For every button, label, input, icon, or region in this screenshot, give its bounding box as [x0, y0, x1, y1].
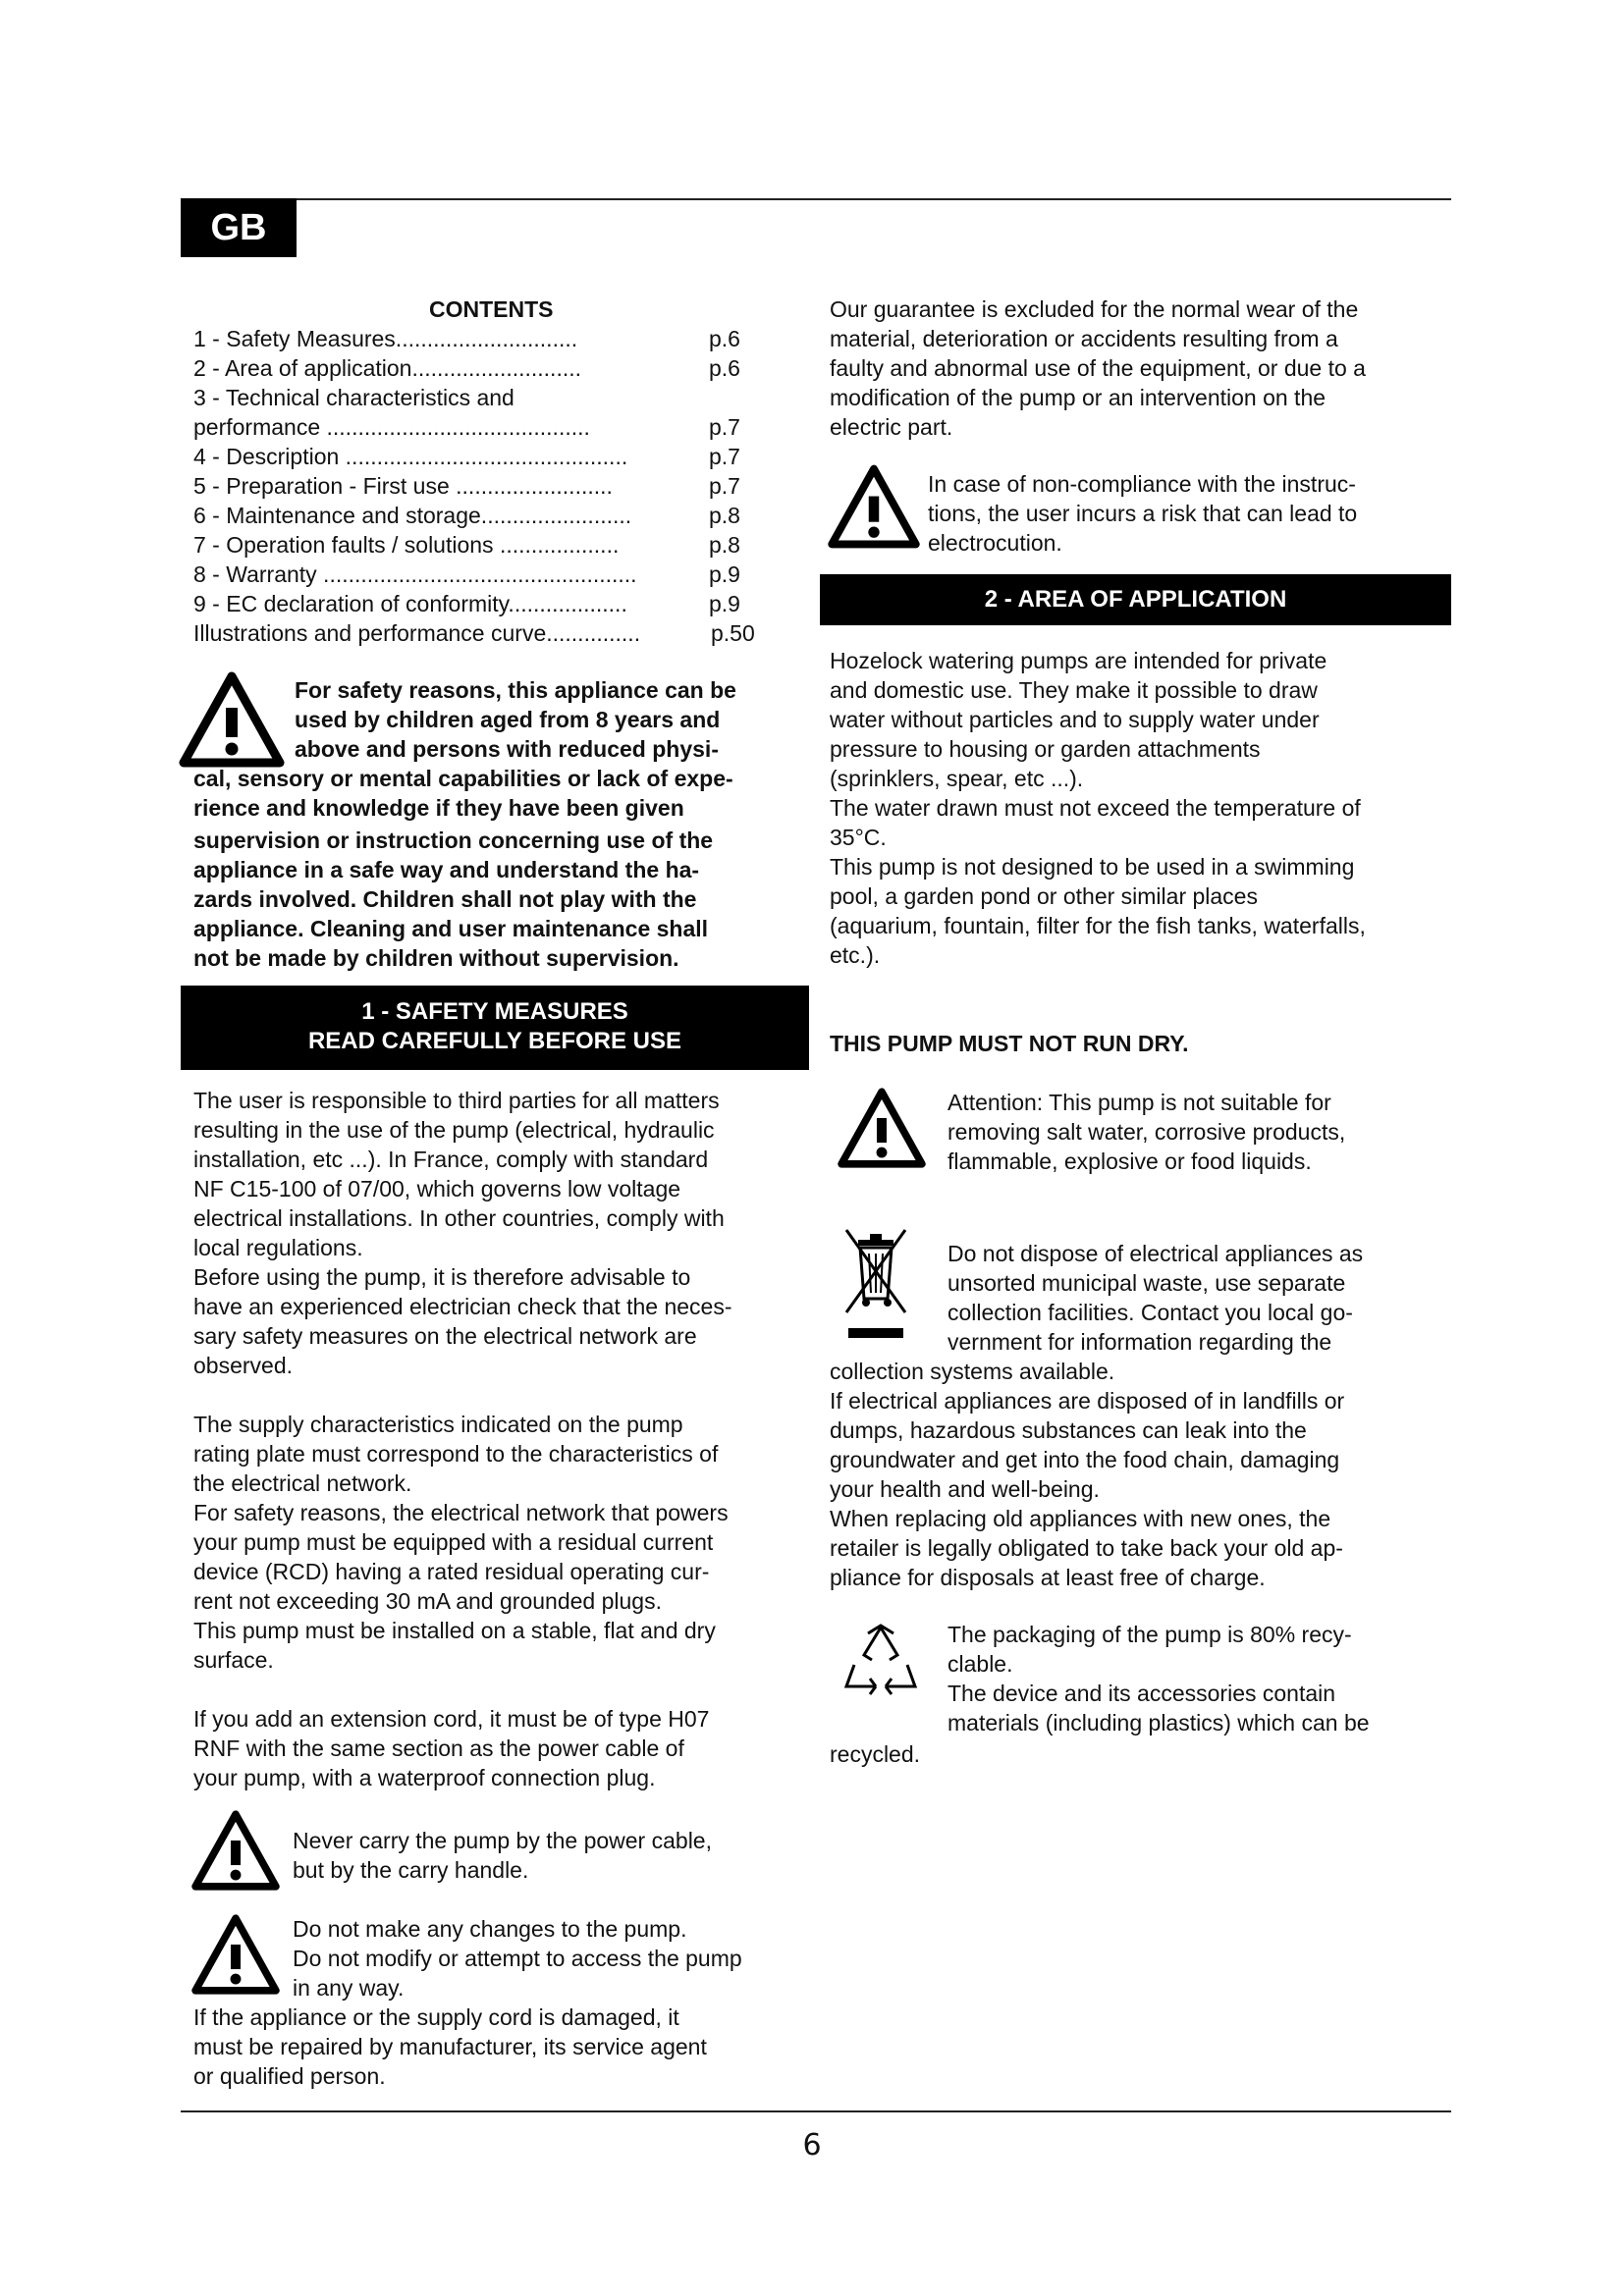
warning-text-line: used by children aged from 8 years and	[295, 707, 721, 732]
body-text-line: your pump, with a waterproof connection plug.	[193, 1765, 656, 1790]
dry-run-heading: THIS PUMP MUST NOT RUN DRY.	[830, 1031, 1189, 1056]
recycle-text-line: materials (including plastics) which can be	[947, 1710, 1370, 1735]
contents-title: CONTENTS	[429, 296, 554, 322]
body-text-line: sary safety measures on the electrical network are	[193, 1323, 697, 1349]
body-text-line: surface.	[193, 1647, 274, 1673]
warning-text-line: tions, the user incurs a risk that can lead to	[928, 501, 1358, 526]
toc-entry-label: 9 - EC declaration of conformity...................	[193, 591, 627, 616]
warning-text-line: Do not make any changes to the pump.	[293, 1916, 687, 1942]
body-text-line: The water drawn must not exceed the temperature of	[830, 795, 1361, 821]
warning-text-line: appliance. Cleaning and user maintenance shall	[193, 916, 709, 941]
warning-triangle-icon	[190, 1910, 281, 1999]
warning-triangle-icon	[190, 1806, 281, 1895]
body-text-line: The supply characteristics indicated on the pump	[193, 1412, 683, 1437]
warning-text-line: electrocution.	[928, 530, 1062, 556]
recycle-text-line: recycled.	[830, 1741, 921, 1767]
body-text-line: Hozelock watering pumps are intended for private	[830, 648, 1327, 673]
toc-entry-label: 3 - Technical characteristics and	[193, 385, 514, 410]
body-text-line: If the appliance or the supply cord is damaged, it	[193, 2004, 679, 2030]
toc-entry-label: 1 - Safety Measures.............................	[193, 326, 578, 351]
toc-entry-page: p.7	[709, 473, 740, 499]
recycle-text-line: clable.	[947, 1651, 1013, 1677]
section2-title	[820, 574, 1451, 625]
weee-text-line: Do not dispose of electrical appliances as	[947, 1241, 1364, 1266]
body-text-line: or qualified person.	[193, 2063, 386, 2089]
warning-triangle-icon	[827, 461, 921, 552]
body-text-line: and domestic use. They make it possible to draw	[830, 677, 1318, 703]
warning-text-line: zards involved. Children shall not play with the	[193, 886, 697, 912]
toc-entry-page: p.9	[709, 561, 740, 587]
weee-text-line: When replacing old appliances with new ones, the	[830, 1506, 1331, 1531]
body-text-line: water without particles and to supply water under	[830, 707, 1320, 732]
toc-entry-label: 8 - Warranty ..................................................	[193, 561, 637, 587]
body-text-line: 35°C.	[830, 825, 887, 850]
warning-text-line: supervision or instruction concerning use of the	[193, 828, 714, 853]
toc-entry-label: 5 - Preparation - First use .........................	[193, 473, 613, 499]
toc-entry-label: 4 - Description .............................................	[193, 444, 628, 469]
body-text-line: For safety reasons, the electrical network that powers	[193, 1500, 729, 1525]
body-text-line: (aquarium, fountain, filter for the fish tanks, waterfalls,	[830, 913, 1366, 938]
warning-triangle-icon	[178, 670, 286, 769]
warning-text-line: Never carry the pump by the power cable,	[293, 1828, 712, 1853]
section1-title-line1: 1 - SAFETY MEASURES	[361, 998, 628, 1025]
body-text-line: observed.	[193, 1353, 294, 1378]
body-text-line: This pump must be installed on a stable, flat and dry	[193, 1618, 716, 1643]
toc-entry-label: 2 - Area of application...........................	[193, 355, 582, 381]
body-text-line: RNF with the same section as the power cable of	[193, 1735, 684, 1761]
warning-triangle-icon	[837, 1084, 927, 1172]
warning-text-line: Do not modify or attempt to access the pump	[293, 1946, 742, 1971]
body-text-line: pool, a garden pond or other similar places	[830, 883, 1258, 909]
body-text-line: local regulations.	[193, 1235, 363, 1260]
warning-text-line: removing salt water, corrosive products,	[947, 1119, 1346, 1145]
body-text-line: The user is responsible to third parties for all matters	[193, 1088, 720, 1113]
toc-entry-page: p.6	[709, 326, 740, 351]
warning-text-line: but by the carry handle.	[293, 1857, 529, 1883]
section1-title	[181, 986, 809, 1070]
warning-text-line: In case of non-compliance with the instruc-	[928, 471, 1356, 497]
recycle-icon	[837, 1618, 925, 1706]
weee-text-line: collection systems available.	[830, 1359, 1115, 1384]
toc-entry-page: p.8	[709, 532, 740, 558]
warning-text-line: For safety reasons, this appliance can be	[295, 677, 736, 703]
body-text-line: Our guarantee is excluded for the normal wear of the	[830, 296, 1359, 322]
body-text-line: device (RCD) having a rated residual operating cur-	[193, 1559, 710, 1584]
warning-text-line: cal, sensory or mental capabilities or lack of expe-	[193, 766, 733, 791]
warning-text-line: not be made by children without supervision.	[193, 945, 679, 971]
body-text-line: pressure to housing or garden attachments	[830, 736, 1261, 762]
page-number: 6	[802, 2128, 822, 2163]
body-text-line: If you add an extension cord, it must be of type H07	[193, 1706, 710, 1732]
body-text-line: rent not exceeding 30 mA and grounded plugs.	[193, 1588, 662, 1614]
toc-entry-page: p.50	[711, 620, 755, 646]
toc-entry-page: p.7	[709, 414, 740, 440]
warning-text-line: Attention: This pump is not suitable for	[947, 1090, 1331, 1115]
toc-entry-label: Illustrations and performance curve...............	[193, 620, 641, 646]
toc-entry-label: 6 - Maintenance and storage........................	[193, 503, 632, 528]
footer-rule	[181, 2110, 1451, 2112]
warning-text-line: above and persons with reduced physi-	[295, 736, 719, 762]
body-text-line: This pump is not designed to be used in a swimming	[830, 854, 1355, 880]
body-text-line: electric part.	[830, 414, 953, 440]
weee-text-line: dumps, hazardous substances can leak into the	[830, 1417, 1307, 1443]
weee-text-line: pliance for disposals at least free of charge.	[830, 1565, 1266, 1590]
body-text-line: your pump must be equipped with a residual current	[193, 1529, 714, 1555]
body-text-line: the electrical network.	[193, 1470, 412, 1496]
section2-title-text: 2 - AREA OF APPLICATION	[984, 586, 1287, 613]
body-text-line: modification of the pump or an intervention on the	[830, 385, 1326, 410]
language-badge: GB	[181, 198, 297, 257]
recycle-text-line: The device and its accessories contain	[947, 1681, 1336, 1706]
header-rule	[181, 198, 1451, 200]
weee-text-line: groundwater and get into the food chain, damaging	[830, 1447, 1340, 1472]
warning-text-line: in any way.	[293, 1975, 405, 2001]
body-text-line: faulty and abnormal use of the equipment, or due to a	[830, 355, 1366, 381]
body-text-line: electrical installations. In other countries, comply with	[193, 1205, 725, 1231]
body-text-line: etc.).	[830, 942, 881, 968]
warning-text-line: rience and knowledge if they have been given	[193, 795, 684, 821]
weee-text-line: retailer is legally obligated to take back your old ap-	[830, 1535, 1343, 1561]
body-text-line: material, deterioration or accidents resulting from a	[830, 326, 1338, 351]
toc-entry-page: p.8	[709, 503, 740, 528]
weee-text-line: your health and well-being.	[830, 1476, 1100, 1502]
body-text-line: Before using the pump, it is therefore advisable to	[193, 1264, 691, 1290]
warning-text-line: flammable, explosive or food liquids.	[947, 1148, 1312, 1174]
toc-entry-page: p.7	[709, 444, 740, 469]
body-text-line: installation, etc ...). In France, comply with standard	[193, 1147, 709, 1172]
toc-entry-page: p.9	[709, 591, 740, 616]
body-text-line: NF C15-100 of 07/00, which governs low voltage	[193, 1176, 681, 1201]
weee-text-line: If electrical appliances are disposed of in landfills or	[830, 1388, 1345, 1414]
body-text-line: resulting in the use of the pump (electrical, hydraulic	[193, 1117, 715, 1143]
weee-text-line: unsorted municipal waste, use separate	[947, 1270, 1346, 1296]
body-text-line: must be repaired by manufacturer, its service agent	[193, 2034, 707, 2059]
body-text-line: rating plate must correspond to the characteristics of	[193, 1441, 719, 1467]
toc-entry-label: 7 - Operation faults / solutions ...................	[193, 532, 620, 558]
section1-title-line2: READ CAREFULLY BEFORE USE	[307, 1028, 682, 1054]
weee-text-line: vernment for information regarding the	[947, 1329, 1332, 1355]
warning-text-line: appliance in a safe way and understand the ha-	[193, 857, 700, 882]
toc-entry-label: performance ..........................................	[193, 414, 590, 440]
crossed-out-bin-icon	[837, 1222, 915, 1345]
body-text-line: (sprinklers, spear, etc ...).	[830, 766, 1084, 791]
body-text-line: have an experienced electrician check that the neces-	[193, 1294, 732, 1319]
weee-text-line: collection facilities. Contact you local go-	[947, 1300, 1353, 1325]
recycle-text-line: The packaging of the pump is 80% recy-	[947, 1622, 1352, 1647]
toc-entry-page: p.6	[709, 355, 740, 381]
